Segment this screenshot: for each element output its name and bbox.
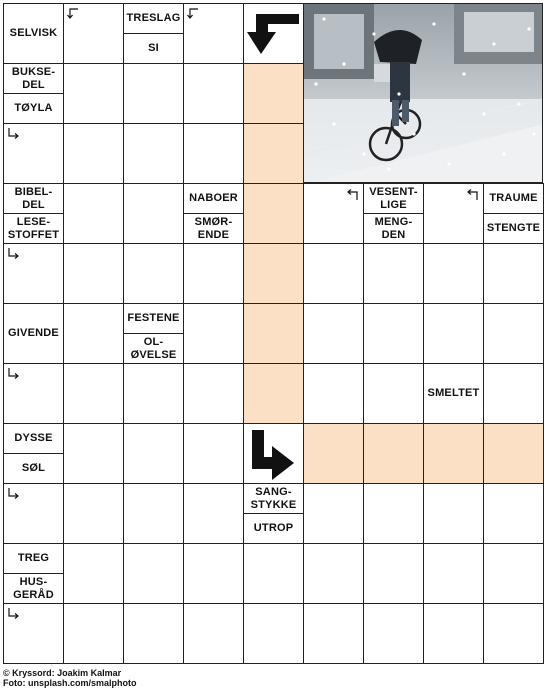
answer-cell[interactable] (183, 483, 244, 544)
solution-cell[interactable] (243, 123, 304, 184)
clue-sang: SANG- STYKKE (243, 483, 304, 514)
direction-arrow-icon (6, 127, 20, 141)
answer-cell[interactable] (183, 243, 244, 304)
continue-arrow-right-icon (243, 423, 304, 484)
answer-cell[interactable] (183, 363, 244, 424)
clue-selvisk: SELVISK (3, 3, 64, 64)
answer-cell[interactable] (483, 363, 544, 424)
answer-cell[interactable] (123, 483, 184, 544)
answer-cell[interactable] (483, 603, 544, 664)
clue-givende: GIVENDE (3, 303, 64, 364)
direction-arrow-icon (185, 6, 199, 20)
answer-cell[interactable] (363, 603, 424, 664)
clue-lese: LESE- STOFFET (3, 213, 64, 244)
answer-cell[interactable] (63, 603, 124, 664)
clue-ol: OL- ØVELSE (123, 333, 184, 364)
solution-cell[interactable] (243, 363, 304, 424)
snow-cyclist-photo (303, 3, 543, 183)
direction-arrow-icon (6, 487, 20, 501)
clue-bibel: BIBEL- DEL (3, 183, 64, 214)
answer-cell[interactable] (243, 543, 304, 604)
clue-hus: HUS- GERÅD (3, 573, 64, 604)
answer-cell[interactable] (63, 423, 124, 484)
answer-cell[interactable] (123, 363, 184, 424)
direction-arrow-icon (346, 187, 360, 201)
answer-cell[interactable] (363, 243, 424, 304)
answer-cell[interactable] (423, 483, 484, 544)
answer-cell[interactable] (483, 483, 544, 544)
answer-cell[interactable] (183, 63, 244, 124)
answer-cell[interactable] (63, 483, 124, 544)
answer-cell[interactable] (63, 243, 124, 304)
answer-cell[interactable] (303, 543, 364, 604)
direction-arrow-icon (6, 247, 20, 261)
clue-mengden: MENG- DEN (363, 213, 424, 244)
solution-cell[interactable] (423, 423, 484, 484)
clue-utrop: UTROP (243, 513, 304, 544)
answer-cell[interactable] (423, 243, 484, 304)
answer-cell[interactable] (483, 303, 544, 364)
answer-cell[interactable] (483, 543, 544, 604)
answer-cell[interactable] (303, 303, 364, 364)
direction-arrow-icon (6, 607, 20, 621)
answer-cell[interactable] (363, 483, 424, 544)
clue-naboer: NABOER (183, 183, 244, 214)
solution-cell[interactable] (363, 423, 424, 484)
answer-cell[interactable] (123, 243, 184, 304)
answer-cell[interactable] (63, 303, 124, 364)
crossword-grid (3, 3, 543, 663)
clue-bukse: BUKSE- DEL (3, 63, 64, 94)
clue-si: SI (123, 33, 184, 64)
answer-cell[interactable] (423, 603, 484, 664)
answer-cell[interactable] (123, 63, 184, 124)
answer-cell[interactable] (243, 603, 304, 664)
clue-smor: SMØR- ENDE (183, 213, 244, 244)
answer-cell[interactable] (423, 543, 484, 604)
answer-cell[interactable] (63, 363, 124, 424)
answer-cell[interactable] (183, 423, 244, 484)
solution-cell[interactable] (243, 303, 304, 364)
answer-cell[interactable] (63, 123, 124, 184)
answer-cell[interactable] (63, 63, 124, 124)
clue-vesent: VESENT- LIGE (363, 183, 424, 214)
solution-cell[interactable] (483, 423, 544, 484)
answer-cell[interactable] (483, 243, 544, 304)
solution-cell[interactable] (243, 63, 304, 124)
solution-cell[interactable] (243, 183, 304, 244)
direction-arrow-icon (466, 187, 480, 201)
answer-cell[interactable] (423, 303, 484, 364)
direction-arrow-icon (65, 6, 79, 20)
answer-cell[interactable] (123, 123, 184, 184)
answer-cell[interactable] (183, 303, 244, 364)
answer-cell[interactable] (123, 423, 184, 484)
solution-cell[interactable] (243, 243, 304, 304)
answer-cell[interactable] (303, 603, 364, 664)
answer-cell[interactable] (183, 123, 244, 184)
clue-stengte: STENGTE (483, 213, 544, 244)
answer-cell[interactable] (303, 483, 364, 544)
answer-cell[interactable] (183, 543, 244, 604)
solution-cell[interactable] (303, 423, 364, 484)
clue-festene: FESTENE (123, 303, 184, 334)
clue-treslag: TRESLAG (123, 3, 184, 34)
answer-cell[interactable] (363, 303, 424, 364)
direction-arrow-icon (6, 367, 20, 381)
answer-cell[interactable] (363, 363, 424, 424)
answer-cell[interactable] (183, 603, 244, 664)
clue-dysse: DYSSE (3, 423, 64, 454)
answer-cell[interactable] (303, 243, 364, 304)
clue-sol: SØL (3, 453, 64, 484)
answer-cell[interactable] (303, 363, 364, 424)
clue-smeltet: SMELTET (423, 363, 484, 424)
answer-cell[interactable] (123, 603, 184, 664)
answer-cell[interactable] (63, 543, 124, 604)
clue-traume: TRAUME (483, 183, 544, 214)
photo-credit: Foto: unsplash.com/smalphoto (3, 678, 137, 688)
clue-treg: TREG (3, 543, 64, 574)
answer-cell[interactable] (63, 183, 124, 244)
clue-toyla: TØYLA (3, 93, 64, 124)
answer-cell[interactable] (363, 543, 424, 604)
answer-cell[interactable] (123, 543, 184, 604)
answer-cell[interactable] (123, 183, 184, 244)
crossword-credit: © Kryssord: Joakim Kalmar (3, 668, 122, 678)
start-arrow-down-icon (243, 3, 304, 64)
